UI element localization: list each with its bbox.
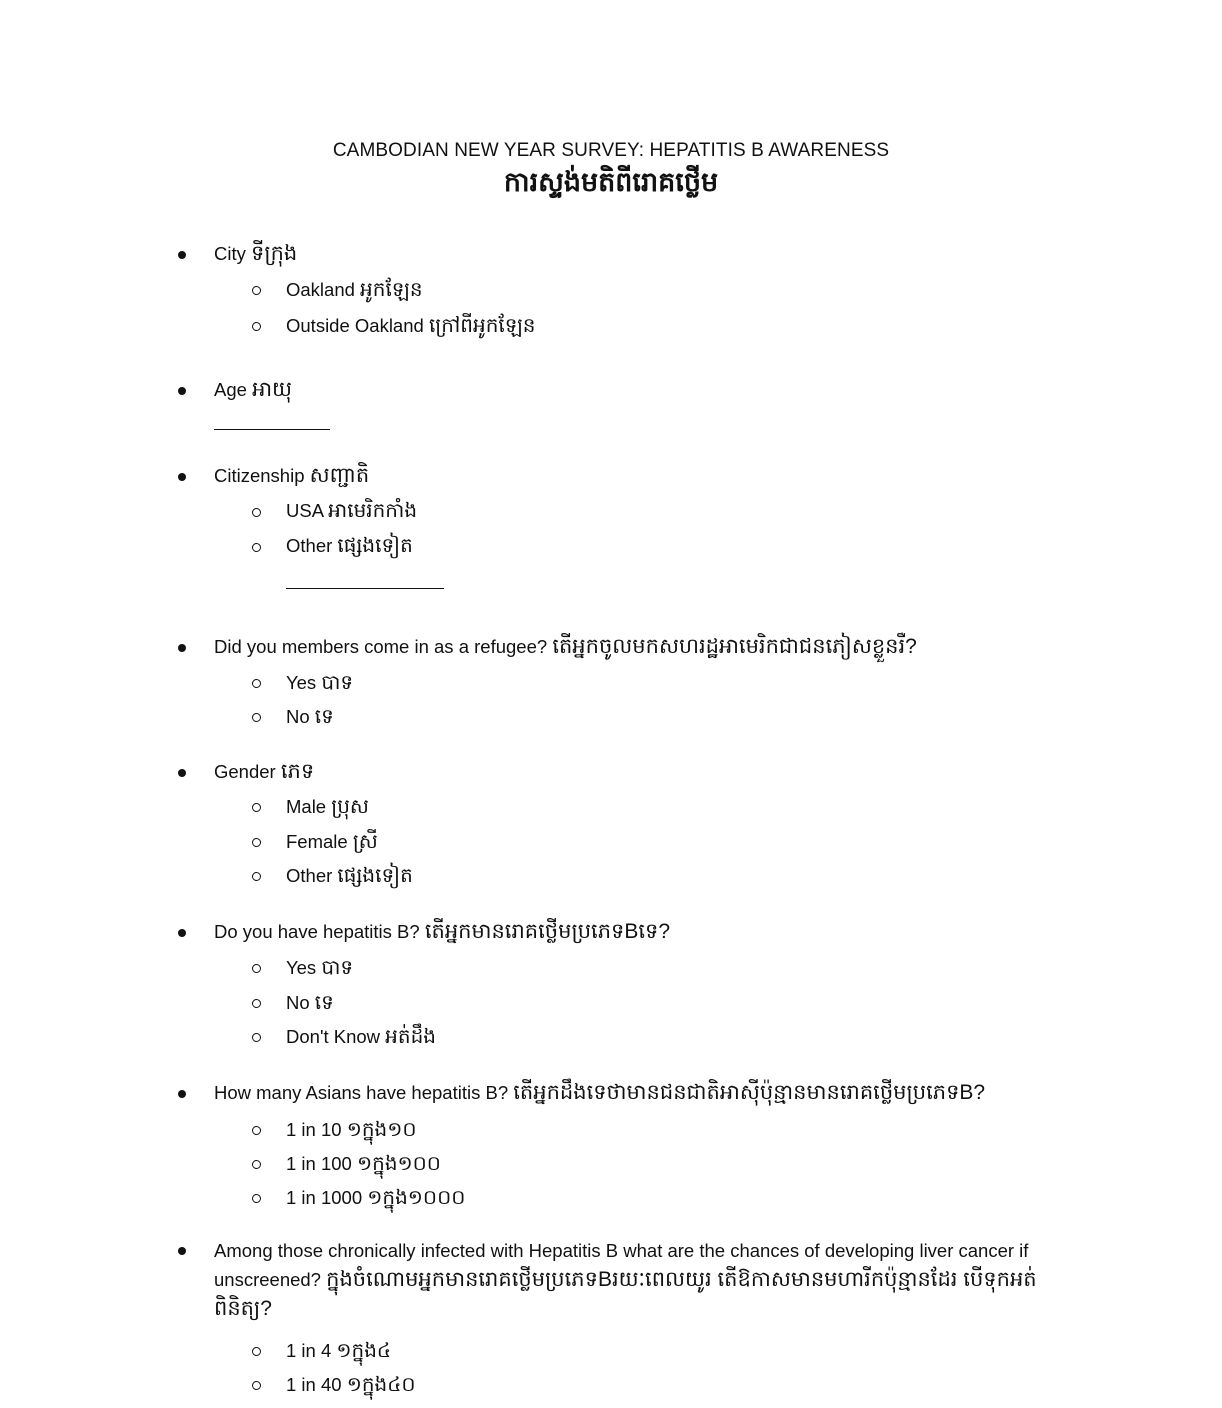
question-citizenship: Citizenship សញ្ជាតិ (214, 464, 370, 487)
radio-circle-icon[interactable] (252, 999, 261, 1008)
question-age: Age អាយុ (214, 378, 293, 401)
radio-circle-icon[interactable] (252, 1381, 261, 1390)
option-cancer-1-in-4[interactable]: 1 in 4 ១ក្នុង៤ (286, 1340, 392, 1362)
question-refugee: Did you members come in as a refugee? តើអ្នកចូលមកសហរដ្ឋអាមេរិកជាជនភៀសខ្លួនរឺ? (214, 635, 917, 658)
survey-title-khmer: ការស្ទង់មតិពីរោគថ្លើម (503, 167, 719, 197)
question-gender: Gender ភេទ (214, 760, 315, 783)
option-gender-other[interactable]: Other ផ្សេងទៀត (286, 865, 413, 887)
bullet-icon (178, 387, 186, 395)
radio-circle-icon[interactable] (252, 1126, 261, 1135)
bullet-icon (178, 251, 186, 259)
option-gender-female[interactable]: Female ស្រី (286, 831, 378, 853)
option-asians-1-in-10[interactable]: 1 in 10 ១ក្នុង១០ (286, 1119, 417, 1141)
option-have-hepb-no[interactable]: No ទេ (286, 992, 334, 1014)
question-liver-cancer-chances: Among those chronically infected with Hepatitis B what are the chances of developing liver cancer if unscreened? ក្នុងចំណោមអ្នកមានរោគថ្លើមប្រភេទBរយៈពេលយូរ តើឱកាសមានមហារីកប៉ុន្មានដែរ បើទុកអត់ពិនិត្យ? (214, 1240, 1037, 1320)
bullet-icon (178, 1090, 186, 1098)
radio-circle-icon[interactable] (252, 964, 261, 973)
citizenship-other-answer-line[interactable] (286, 588, 444, 589)
survey-title-english: CAMBODIAN NEW YEAR SURVEY: HEPATITIS B AWARENESS (332, 140, 890, 161)
question-have-hepatitis-b: Do you have hepatitis B? តើអ្នកមានរោគថ្លើមប្រភេទBទេ? (214, 920, 671, 943)
radio-circle-icon[interactable] (252, 1347, 261, 1356)
age-answer-line[interactable] (214, 429, 330, 430)
radio-circle-icon[interactable] (252, 713, 261, 722)
radio-circle-icon[interactable] (252, 508, 261, 517)
question-how-many-asians: How many Asians have hepatitis B? តើអ្នកដឹងទេថាមានជនជាតិអាស៊ីប៉ុន្មានមានរោគថ្លើមប្រភេទB? (214, 1081, 986, 1104)
option-refugee-no[interactable]: No ទេ (286, 706, 334, 728)
option-cancer-1-in-40[interactable]: 1 in 40 ១ក្នុង៤០ (286, 1374, 416, 1396)
radio-circle-icon[interactable] (252, 838, 261, 847)
bullet-icon (178, 473, 186, 481)
option-asians-1-in-100[interactable]: 1 in 100 ១ក្នុង១០០ (286, 1153, 441, 1175)
option-have-hepb-dont-know[interactable]: Don't Know អត់ដឹង (286, 1026, 436, 1048)
radio-circle-icon[interactable] (252, 1160, 261, 1169)
radio-circle-icon[interactable] (252, 803, 261, 812)
radio-circle-icon[interactable] (252, 543, 261, 552)
option-city-oakland[interactable]: Oakland អូកឡែន (286, 279, 423, 301)
radio-circle-icon[interactable] (252, 679, 261, 688)
radio-circle-icon[interactable] (252, 1033, 261, 1042)
radio-circle-icon[interactable] (252, 286, 261, 295)
option-refugee-yes[interactable]: Yes បាទ (286, 672, 354, 694)
option-city-outside-oakland[interactable]: Outside Oakland ក្រៅពីអូកឡែន (286, 315, 536, 337)
bullet-icon (178, 644, 186, 652)
question-city: City ទីក្រុង (214, 242, 298, 265)
bullet-icon (178, 769, 186, 777)
option-citizenship-usa[interactable]: USA អាមេរិកកាំង (286, 500, 418, 522)
radio-circle-icon[interactable] (252, 1194, 261, 1203)
option-citizenship-other[interactable]: Other ផ្សេងទៀត (286, 535, 413, 557)
radio-circle-icon[interactable] (252, 872, 261, 881)
radio-circle-icon[interactable] (252, 322, 261, 331)
option-have-hepb-yes[interactable]: Yes បាទ (286, 957, 354, 979)
option-asians-1-in-1000[interactable]: 1 in 1000 ១ក្នុង១០០០ (286, 1187, 466, 1209)
bullet-icon (178, 1247, 186, 1255)
bullet-icon (178, 929, 186, 937)
option-gender-male[interactable]: Male ប្រុស (286, 796, 369, 818)
